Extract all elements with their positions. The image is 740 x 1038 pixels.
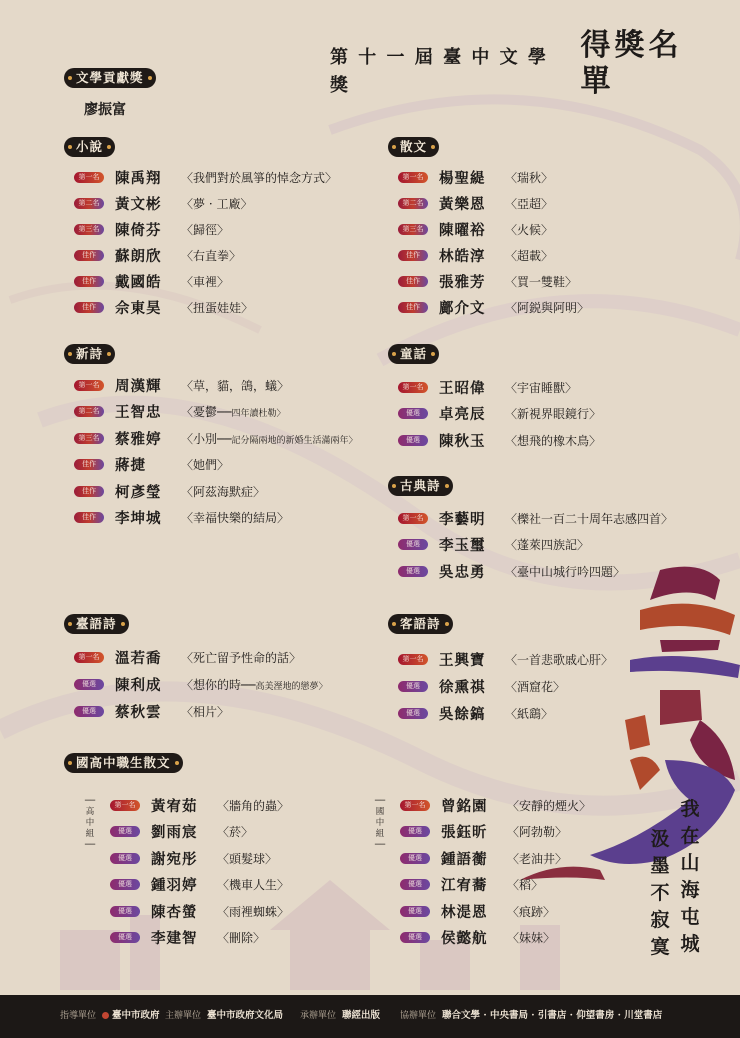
rank-badge: 第一名 bbox=[398, 513, 428, 524]
work-title-main: 〈幸福快樂的結局〉 bbox=[181, 511, 290, 525]
work-title bbox=[505, 195, 553, 212]
rank-badge: 第一名 bbox=[74, 380, 104, 391]
winner-name: 陳杏螢 bbox=[151, 903, 198, 921]
work-title-main: 〈右直拳〉 bbox=[181, 248, 242, 263]
rank-badge: 優選 bbox=[400, 826, 430, 837]
list-item bbox=[398, 701, 553, 725]
work-title-main: 〈紙鷂〉 bbox=[505, 706, 554, 721]
work-title bbox=[505, 705, 553, 722]
work-title-main: 〈她們〉 bbox=[181, 458, 230, 472]
work-title-main: 〈想飛的橡木鳥〉 bbox=[505, 433, 602, 448]
work-title-main: 〈安靜的煙火〉 bbox=[507, 798, 592, 813]
list-item bbox=[74, 269, 229, 293]
winner-name: 陳曜裕 bbox=[439, 221, 486, 239]
list-item bbox=[400, 793, 591, 817]
work-title-main: 〈死亡留予性命的話〉 bbox=[181, 650, 302, 665]
rank-badge: 佳作 bbox=[74, 486, 104, 497]
work-title bbox=[507, 876, 543, 893]
winner-name: 陳禹翔 bbox=[115, 169, 162, 187]
literary-award-winner: 廖振富 bbox=[84, 102, 126, 118]
section-label-student-prose: 國高中職生散文 bbox=[64, 753, 183, 773]
winner-name: 鍾語蘅 bbox=[441, 850, 488, 868]
list-item bbox=[74, 479, 265, 503]
winner-name: 鍾羽婷 bbox=[151, 877, 198, 894]
work-title bbox=[217, 797, 289, 814]
winner-name: 蔡秋雲 bbox=[115, 703, 162, 721]
work-title-main: 〈車裡〉 bbox=[181, 274, 230, 289]
work-title-sub: 記分隔兩地的新婚生活滿兩年〉 bbox=[231, 435, 358, 446]
rank-badge: 優選 bbox=[398, 681, 428, 692]
rank-badge: 佳作 bbox=[74, 459, 104, 470]
winner-name: 黃樂恩 bbox=[439, 195, 486, 213]
rank-badge: 優選 bbox=[110, 906, 140, 917]
list-item bbox=[400, 820, 567, 844]
work-title bbox=[507, 797, 591, 814]
work-title bbox=[505, 299, 589, 316]
list-item bbox=[74, 243, 241, 267]
slogan-line-2: 汲墨不寂寞 bbox=[650, 828, 670, 958]
work-title-main: 〈一首悲歌戚心肝〉 bbox=[505, 652, 614, 667]
list-item bbox=[398, 243, 553, 267]
list-item bbox=[400, 899, 555, 923]
winner-name: 陳秋玉 bbox=[439, 432, 486, 450]
work-title bbox=[181, 195, 252, 212]
rank-badge: 優選 bbox=[398, 435, 428, 446]
rank-badge: 第三名 bbox=[398, 224, 428, 235]
header bbox=[330, 28, 710, 100]
award-subtitle: 第 十 一 屆 臺 中 文 學 獎 bbox=[330, 47, 548, 96]
rank-badge: 優選 bbox=[398, 408, 428, 419]
rank-badge: 第三名 bbox=[74, 224, 104, 235]
winner-name: 周漢輝 bbox=[115, 377, 162, 395]
rank-badge: 優選 bbox=[398, 566, 428, 577]
winner-name: 楊聖緹 bbox=[439, 169, 486, 187]
work-title-main: 〈買一雙鞋〉 bbox=[505, 274, 578, 289]
work-title bbox=[181, 169, 337, 186]
work-title bbox=[181, 247, 241, 264]
list-item bbox=[398, 506, 673, 530]
rank-badge: 優選 bbox=[110, 932, 140, 943]
work-title bbox=[181, 273, 229, 290]
list-item bbox=[74, 672, 327, 696]
work-title bbox=[217, 823, 253, 840]
work-title bbox=[181, 703, 229, 720]
work-title-main: 〈牆角的蟲〉 bbox=[217, 798, 290, 813]
work-title-main: 〈刪除〉 bbox=[217, 931, 266, 945]
work-title-main: 〈阿茲海默症〉 bbox=[181, 484, 266, 499]
work-title bbox=[181, 299, 253, 316]
work-title-main: 〈我們對於風箏的悼念方式〉 bbox=[181, 170, 338, 185]
work-title bbox=[505, 651, 613, 668]
winner-name: 張雅芳 bbox=[439, 273, 486, 291]
winner-name: 蔡雅婷 bbox=[115, 430, 162, 448]
page-title: 得獎名單 bbox=[580, 28, 683, 99]
work-title-main: 〈宇宙睡獸〉 bbox=[505, 380, 578, 395]
list-item bbox=[110, 926, 265, 950]
work-title-sub: 四年讀杜勒〉 bbox=[231, 409, 286, 419]
winner-name: 徐熏祺 bbox=[439, 678, 486, 696]
footer-guide bbox=[60, 1007, 160, 1021]
rank-badge: 優選 bbox=[110, 853, 140, 864]
rank-badge: 第一名 bbox=[400, 800, 430, 811]
winner-name: 吳忠勇 bbox=[439, 563, 486, 581]
winner-name: 王智忠 bbox=[115, 404, 162, 421]
winner-name: 李建智 bbox=[151, 930, 198, 947]
list-item bbox=[74, 400, 285, 424]
winner-name: 柯彥瑩 bbox=[115, 483, 162, 501]
work-title bbox=[507, 823, 567, 840]
work-title-main: 〈憂鬱── bbox=[181, 405, 232, 419]
list-item bbox=[400, 873, 543, 897]
work-title bbox=[505, 169, 553, 186]
work-title-main: 〈火候〉 bbox=[505, 222, 554, 237]
winner-name: 黃宥茹 bbox=[151, 797, 198, 815]
winner-name: 溫若喬 bbox=[115, 649, 162, 667]
work-title bbox=[505, 273, 577, 290]
winner-name: 江宥蕎 bbox=[441, 877, 488, 894]
work-title-main: 〈草，貓，鴿，蟻〉 bbox=[181, 378, 290, 393]
list-item bbox=[398, 269, 577, 293]
list-item bbox=[398, 295, 589, 319]
footer-guide-org: 臺中市政府 bbox=[112, 1010, 160, 1021]
winner-name: 林皓淳 bbox=[439, 247, 486, 265]
work-title bbox=[505, 221, 553, 238]
winner-name: 陳利成 bbox=[115, 676, 162, 694]
work-title bbox=[217, 929, 265, 946]
winner-name: 吳餘鎬 bbox=[439, 705, 486, 723]
work-title bbox=[505, 247, 553, 264]
footer-organizer-org: 聯經出版 bbox=[342, 1010, 381, 1021]
list-item bbox=[74, 165, 337, 189]
work-title bbox=[505, 510, 673, 527]
winner-name: 王興寶 bbox=[439, 651, 486, 669]
winner-name: 李藝明 bbox=[439, 510, 486, 528]
rank-badge: 佳作 bbox=[74, 512, 104, 523]
work-title-main: 〈酒窟花〉 bbox=[505, 679, 566, 694]
rank-badge: 第一名 bbox=[398, 172, 428, 183]
work-title-main: 〈稻〉 bbox=[507, 878, 544, 892]
work-title bbox=[181, 221, 229, 238]
list-item bbox=[398, 375, 577, 399]
work-title bbox=[181, 430, 357, 447]
footer-host-label: 主辦單位 bbox=[165, 1011, 202, 1021]
work-title-main: 〈扭蛋娃娃〉 bbox=[181, 300, 254, 315]
rank-badge: 優選 bbox=[400, 879, 430, 890]
work-title bbox=[217, 850, 277, 867]
footer-host-org: 臺中市政府文化局 bbox=[207, 1010, 284, 1021]
list-item bbox=[400, 926, 555, 950]
rank-badge: 佳作 bbox=[398, 276, 428, 287]
work-title-main: 〈蓬萊四族記〉 bbox=[505, 538, 590, 552]
rank-badge: 優選 bbox=[400, 853, 430, 864]
footer-co-label: 協辦單位 bbox=[400, 1011, 437, 1021]
work-title bbox=[507, 903, 555, 920]
rank-badge: 優選 bbox=[398, 708, 428, 719]
rank-badge: 第一名 bbox=[398, 382, 428, 393]
list-item bbox=[398, 674, 565, 698]
list-item bbox=[398, 428, 601, 452]
work-title-main: 〈超載〉 bbox=[505, 248, 554, 263]
list-item bbox=[74, 426, 357, 450]
rank-badge: 第一名 bbox=[398, 654, 428, 665]
rank-badge: 佳作 bbox=[398, 250, 428, 261]
work-title bbox=[507, 850, 567, 867]
list-item bbox=[74, 506, 289, 530]
work-title-main: 〈頭髮球〉 bbox=[217, 851, 278, 866]
slogan-line-1: 我在山海屯城 bbox=[680, 798, 700, 955]
footer-co-orgs: 聯合文學 · 中央書局 · 引書店 · 仰望書房 · 川堂書店 bbox=[442, 1010, 663, 1021]
work-title-sub: 高美溼地的戀夢〉 bbox=[255, 681, 328, 692]
list-item bbox=[110, 899, 289, 923]
winner-name: 陳倚芬 bbox=[115, 221, 162, 239]
winner-name: 蔣捷 bbox=[115, 457, 146, 474]
group-label-junior-high: ── 國中組 ── bbox=[374, 796, 386, 850]
work-title-main: 〈老油井〉 bbox=[507, 851, 568, 866]
work-title-main: 〈夢 · 工廠〉 bbox=[181, 196, 253, 211]
work-title-main: 〈雨裡蜘蛛〉 bbox=[217, 904, 290, 919]
work-title bbox=[507, 929, 555, 946]
footer-co bbox=[400, 1007, 662, 1021]
rank-badge: 第二名 bbox=[74, 198, 104, 209]
winner-name: 劉雨宸 bbox=[151, 824, 198, 841]
work-title-main: 〈阿鋭與阿明〉 bbox=[505, 300, 590, 315]
winner-name: 侯懿航 bbox=[441, 930, 488, 947]
list-item bbox=[74, 191, 252, 215]
rank-badge: 優選 bbox=[74, 706, 104, 717]
work-title-main: 〈歸徑〉 bbox=[181, 222, 230, 237]
rank-badge: 第三名 bbox=[74, 433, 104, 444]
work-title bbox=[181, 509, 289, 526]
work-title-main: 〈瑞秋〉 bbox=[505, 170, 554, 185]
work-title bbox=[181, 377, 289, 394]
rank-badge: 優選 bbox=[400, 932, 430, 943]
winner-name: 戴國皓 bbox=[115, 273, 162, 291]
work-title-main: 〈機車人生〉 bbox=[217, 878, 290, 892]
list-item bbox=[398, 217, 553, 241]
rank-badge: 第二名 bbox=[398, 198, 428, 209]
list-item bbox=[398, 402, 601, 426]
winner-name: 佘東昊 bbox=[115, 299, 162, 317]
work-title-main: 〈想你的時── bbox=[181, 677, 256, 692]
section-label-children: 童話 bbox=[388, 344, 439, 364]
work-title-main: 〈新視界眼鏡行〉 bbox=[505, 407, 602, 421]
work-title bbox=[181, 676, 327, 693]
city-logo-icon bbox=[102, 1012, 109, 1019]
work-title bbox=[181, 456, 229, 473]
rank-badge: 優選 bbox=[74, 679, 104, 690]
winner-name: 蘇朗欣 bbox=[115, 247, 162, 265]
winner-name: 曾銘園 bbox=[441, 797, 488, 815]
footer-host bbox=[165, 1007, 283, 1021]
list-item bbox=[74, 373, 289, 397]
rank-badge: 佳作 bbox=[398, 302, 428, 313]
winner-name: 鄺介文 bbox=[439, 299, 486, 317]
list-item bbox=[398, 559, 625, 583]
work-title-main: 〈菸〉 bbox=[217, 825, 254, 839]
list-item bbox=[110, 793, 289, 817]
section-label-literary-contribution: 文學貢獻獎 bbox=[64, 68, 156, 88]
work-title-main: 〈相片〉 bbox=[181, 704, 230, 719]
winner-name: 李玉璽 bbox=[439, 537, 486, 554]
rank-badge: 優選 bbox=[110, 879, 140, 890]
work-title-main: 〈亞超〉 bbox=[505, 196, 554, 211]
list-item bbox=[398, 533, 589, 557]
list-item bbox=[74, 295, 253, 319]
list-item bbox=[398, 165, 553, 189]
list-item bbox=[400, 846, 567, 870]
winner-name: 李坤城 bbox=[115, 510, 162, 527]
rank-badge: 第二名 bbox=[74, 406, 104, 417]
rank-badge: 優選 bbox=[400, 906, 430, 917]
section-label-hakka: 客語詩 bbox=[388, 614, 453, 634]
work-title-main: 〈痕跡〉 bbox=[507, 904, 556, 919]
work-title-main: 〈妹妹〉 bbox=[507, 931, 556, 945]
work-title-main: 〈阿勃勒〉 bbox=[507, 825, 568, 839]
winner-name: 卓亮辰 bbox=[439, 406, 486, 423]
work-title bbox=[217, 876, 289, 893]
work-title bbox=[181, 403, 285, 420]
section-label-taiwanese: 臺語詩 bbox=[64, 614, 129, 634]
list-item bbox=[398, 191, 553, 215]
work-title bbox=[181, 649, 301, 666]
section-label-prose: 散文 bbox=[388, 137, 439, 157]
winner-name: 王昭偉 bbox=[439, 379, 486, 397]
list-item bbox=[110, 873, 289, 897]
winner-name: 林湜恩 bbox=[441, 903, 488, 921]
group-label-high-school: ── 高中組 ── bbox=[84, 796, 96, 850]
work-title-main: 〈臺中山城行吟四題〉 bbox=[505, 564, 626, 579]
rank-badge: 第一名 bbox=[110, 800, 140, 811]
work-title bbox=[505, 678, 565, 695]
rank-badge: 優選 bbox=[110, 826, 140, 837]
winner-name: 張鈺昕 bbox=[441, 824, 488, 841]
section-label-novel: 小說 bbox=[64, 137, 115, 157]
work-title bbox=[505, 432, 601, 449]
work-title bbox=[505, 379, 577, 396]
winner-name: 黃文彬 bbox=[115, 195, 162, 213]
work-title bbox=[217, 903, 289, 920]
footer-organizer-label: 承辦單位 bbox=[300, 1011, 337, 1021]
winner-name: 謝宛彤 bbox=[151, 850, 198, 868]
rank-badge: 佳作 bbox=[74, 276, 104, 287]
list-item bbox=[74, 217, 229, 241]
work-title-main: 〈小別── bbox=[181, 431, 232, 446]
work-title-main: 〈櫟社一百二十周年志感四首〉 bbox=[505, 511, 674, 526]
footer-guide-label: 指導單位 bbox=[60, 1011, 97, 1021]
rank-badge: 佳作 bbox=[74, 250, 104, 261]
list-item bbox=[74, 699, 229, 723]
rank-badge: 第一名 bbox=[74, 172, 104, 183]
rank-badge: 第一名 bbox=[74, 652, 104, 663]
rank-badge: 優選 bbox=[398, 539, 428, 550]
work-title bbox=[181, 483, 265, 500]
section-label-classical: 古典詩 bbox=[388, 476, 453, 496]
list-item bbox=[110, 846, 277, 870]
list-item bbox=[74, 453, 229, 477]
list-item bbox=[110, 820, 253, 844]
list-item bbox=[74, 645, 301, 669]
list-item bbox=[398, 647, 613, 671]
work-title bbox=[505, 405, 601, 422]
work-title bbox=[505, 536, 589, 553]
footer bbox=[0, 995, 740, 1038]
section-label-poetry: 新詩 bbox=[64, 344, 115, 364]
rank-badge: 佳作 bbox=[74, 302, 104, 313]
footer-organizer bbox=[300, 1007, 380, 1021]
work-title bbox=[505, 563, 625, 580]
